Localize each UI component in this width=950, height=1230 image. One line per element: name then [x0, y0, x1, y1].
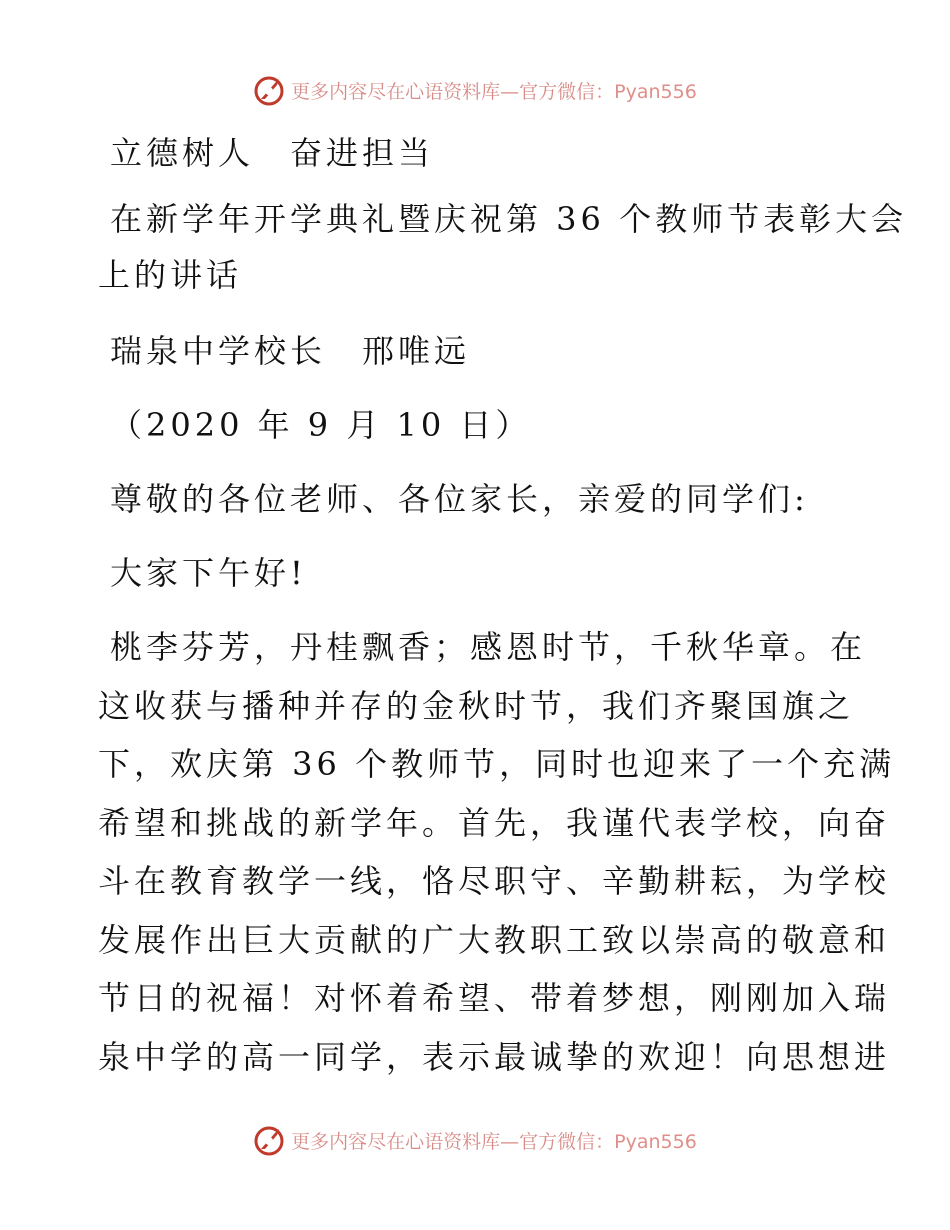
- document-author: 瑞泉中学校长 邢唯远: [110, 332, 471, 370]
- salutation: 尊敬的各位老师、各位家长，亲爱的同学们:: [110, 480, 809, 518]
- watermark-text: 更多内容尽在心语资料库—官方微信：Pyan556: [291, 1130, 697, 1153]
- paragraph-line: 这收获与播种并存的金秋时节，我们齐聚国旗之: [98, 686, 855, 725]
- body-paragraph: [98, 614, 896, 1086]
- watermark-text: 更多内容尽在心语资料库—官方微信：Pyan556: [291, 80, 697, 103]
- paragraph-line: 节日的祝福！对怀着希望、带着梦想，刚刚加入瑞: [98, 979, 891, 1017]
- document-body: [98, 120, 908, 1086]
- paragraph-line: 希望和挑战的新学年。首先，我谨代表学校，向奋: [98, 803, 891, 842]
- document-subtitle-line-2: 上的讲话: [98, 256, 243, 294]
- paragraph-line: 发展作出巨大贡献的广大教职工致以崇高的敬意和: [98, 920, 891, 959]
- document-date: （2020 年 9 月 10 日）: [110, 406, 532, 444]
- greeting: 大家下午好!: [110, 554, 307, 592]
- document-subtitle-line-1: 在新学年开学典礼暨庆祝第 36 个教师节表彰大会: [110, 200, 908, 238]
- quill-logo-icon: [253, 73, 287, 107]
- document-title: 立德树人 奋进担当: [110, 134, 435, 172]
- header-watermark: [0, 70, 950, 110]
- paragraph-line: 泉中学的高一同学，表示最诚挚的欢迎！向思想进: [98, 1037, 891, 1076]
- quill-logo-icon: [253, 1123, 287, 1157]
- paragraph-line: 下，欢庆第 36 个教师节，同时也迎来了一个充满: [98, 745, 896, 783]
- paragraph-line: 桃李芬芳，丹桂飘香；感恩时节，千秋华章。在: [110, 628, 867, 666]
- footer-watermark: [0, 1120, 950, 1160]
- paragraph-line: 斗在教育教学一线，恪尽职守、辛勤耕耘，为学校: [98, 862, 891, 900]
